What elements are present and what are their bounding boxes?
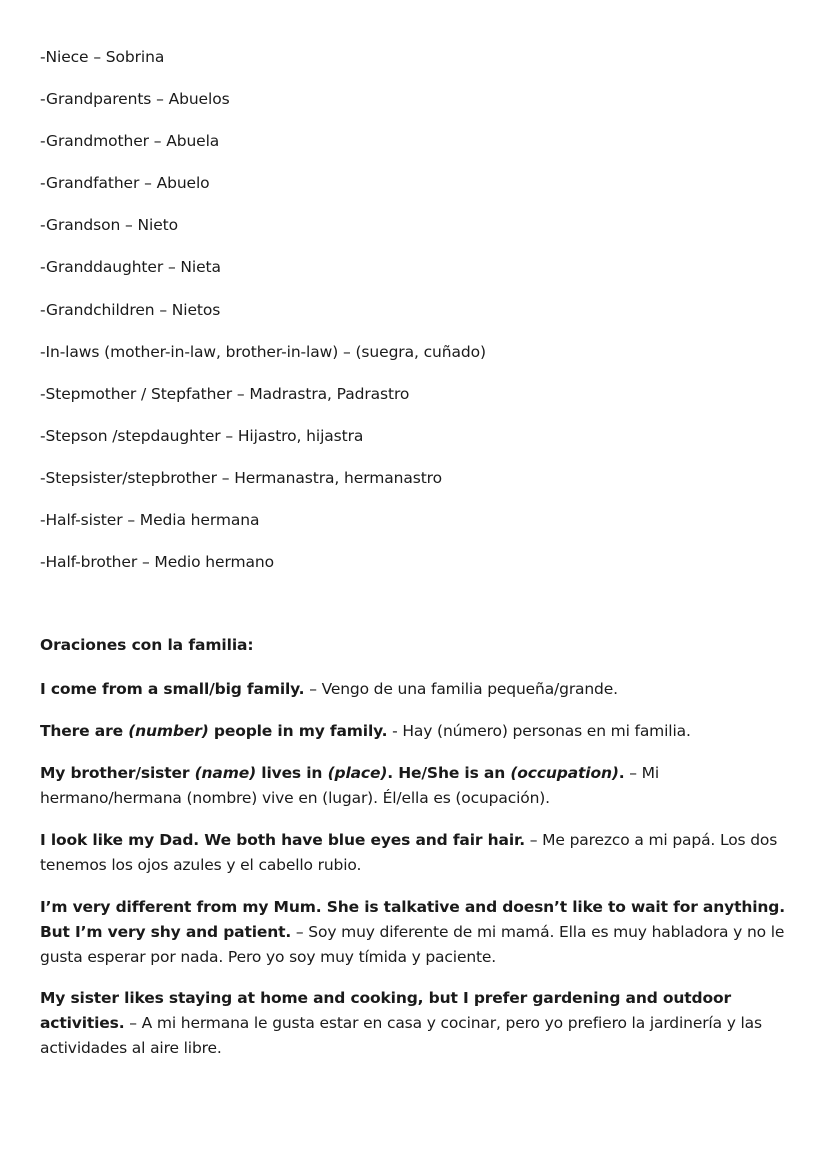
section-heading: Oraciones con la familia: (40, 636, 254, 654)
vocab-item: -Stepmother / Stepfather – Madrastra, Padrastro (40, 384, 410, 403)
vocab-item: -Stepsister/stepbrother – Hermanastra, hermanastro (40, 468, 442, 487)
sentence-spanish: – Mi hermano/hermana (nombre) vive en (lugar). Él/ella es (ocupación). (40, 764, 660, 807)
vocab-item: -Grandfather – Abuelo (40, 174, 210, 193)
sentence-english: . (618, 764, 625, 782)
example-sentence (40, 677, 800, 702)
vocab-item: -In-laws (mother-in-law, brother-in-law) – (suegra, cuñado) (40, 342, 486, 361)
sentence-english: people in my family. (208, 722, 388, 740)
sentence-placeholder: (place) (327, 764, 388, 782)
sentence-english: . He/She is an (387, 764, 511, 782)
vocab-item: -Grandchildren – Nietos (40, 300, 221, 319)
sentence-spanish: - Hay (número) personas en mi familia. (387, 722, 691, 740)
vocab-item: -Grandmother – Abuela (40, 132, 220, 151)
vocab-item: -Half-brother – Medio hermano (40, 553, 274, 572)
vocab-item: -Grandson – Nieto (40, 216, 178, 235)
sentence-english: I look like my Dad. We both have blue eyes and fair hair. (40, 831, 526, 849)
sentence-placeholder: (name) (194, 764, 257, 782)
vocab-item: -Half-sister – Media hermana (40, 511, 260, 530)
example-sentence (40, 895, 800, 970)
sentence-placeholder: (occupation) (510, 764, 619, 782)
sentence-english: I come from a small/big family. (40, 680, 305, 698)
example-sentence (40, 719, 800, 744)
sentence-english: I’m very different from my Mum. She is talkative and doesn’t like to wait for anything. But I’m very shy and patient. (40, 898, 785, 941)
vocab-item: -Grandparents – Abuelos (40, 90, 230, 109)
sentence-english: My sister likes staying at home and cooking, but I prefer gardening and outdoor activities. (40, 989, 731, 1032)
sentence-english: lives in (256, 764, 328, 782)
example-sentence (40, 986, 800, 1061)
sentence-spanish: – Me parezco a mi papá. Los dos tenemos los ojos azules y el cabello rubio. (40, 831, 778, 874)
sentence-english: There are (40, 722, 129, 740)
example-sentence (40, 761, 800, 811)
example-sentence (40, 828, 800, 878)
vocab-item: -Stepson /stepdaughter – Hijastro, hijastra (40, 426, 364, 445)
sentence-spanish: – Soy muy diferente de mi mamá. Ella es muy habladora y no le gusta esperar por nada. Pero yo soy muy tímida y paciente. (40, 923, 785, 966)
sentence-spanish: – A mi hermana le gusta estar en casa y cocinar, pero yo prefiero la jardinería y las actividades al aire libre. (40, 1014, 762, 1057)
vocabulary-list (40, 46, 486, 593)
sentence-english: My brother/sister (40, 764, 195, 782)
vocab-item: -Niece – Sobrina (40, 48, 165, 66)
sentence-spanish: – Vengo de una familia pequeña/grande. (304, 680, 618, 698)
vocab-item: -Granddaughter – Nieta (40, 258, 221, 277)
sentence-placeholder: (number) (128, 722, 209, 740)
sentence-list (40, 677, 800, 1061)
